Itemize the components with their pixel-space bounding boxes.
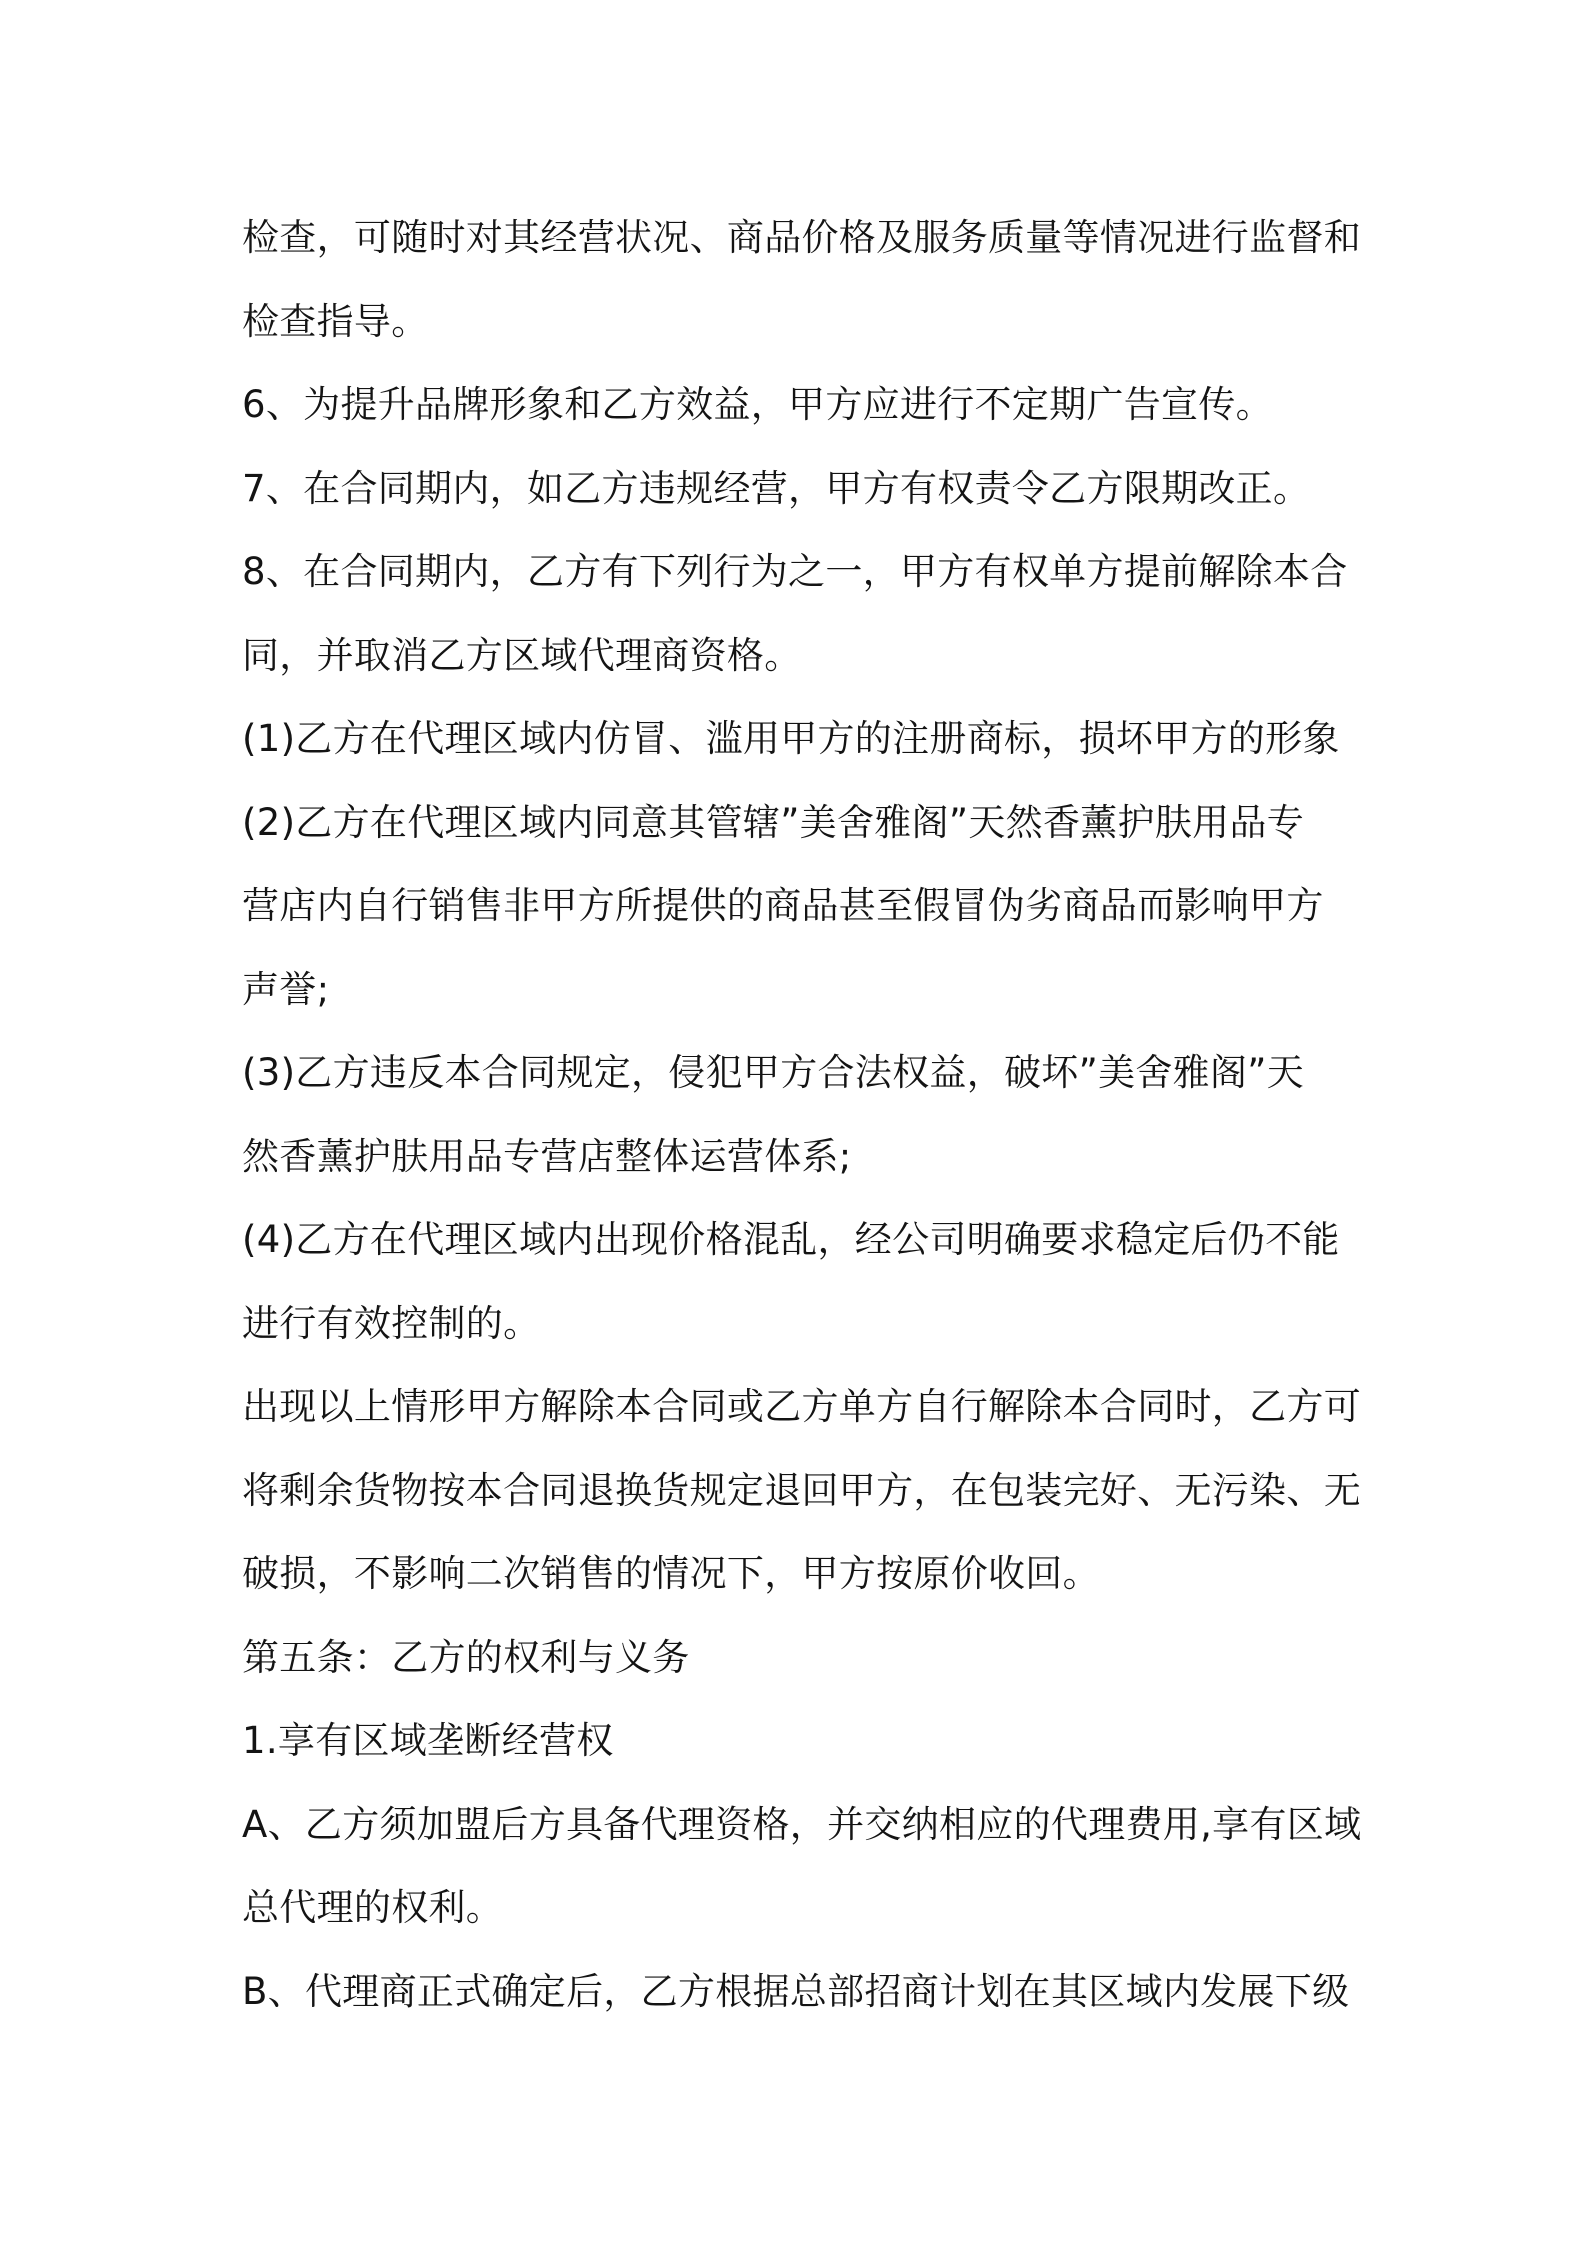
text-line: 声誉; [242,967,330,1011]
text-line: 检查指导。 [242,299,429,343]
text-line: 1.享有区域垄断经营权 [242,1719,614,1762]
text-line: (1)乙方在代理区域内仿冒、滥用甲方的注册商标，损坏甲方的形象 [242,717,1340,760]
text-line: 7、在合同期内，如乙方违规经营，甲方有权责令乙方限期改正。 [242,466,1311,510]
text-line: 出现以上情形甲方解除本合同或乙方单方自行解除本合同时，乙方可 [242,1385,1361,1428]
text-line: (2)乙方在代理区域内同意其管辖”美舍雅阁”天然香薰护肤用品专 [242,800,1305,844]
text-line: 然香薰护肤用品专营店整体运营体系; [242,1134,852,1178]
text-line: 破损，不影响二次销售的情况下，甲方按原价收回。 [242,1552,1100,1595]
text-line: 同，并取消乙方区域代理商资格。 [242,633,802,677]
section-heading: 第五条：乙方的权利与义务 [242,1635,690,1679]
document-body [242,196,1362,2033]
text-line: 营店内自行销售非甲方所提供的商品甚至假冒伪劣商品而影响甲方 [242,884,1324,927]
text-line: 总代理的权利。 [242,1886,504,1929]
text-line: 6、为提升品牌形象和乙方效益，甲方应进行不定期广告宣传。 [242,383,1273,426]
text-line: B、代理商正式确定后，乙方根据总部招商计划在其区域内发展下级 [242,1969,1350,2013]
text-line: 检查，可随时对其经营状况、商品价格及服务质量等情况进行监督和 [242,216,1361,259]
text-line: A、乙方须加盟后方具备代理资格，并交纳相应的代理费用,享有区域 [242,1802,1362,1846]
text-line: 8、在合同期内，乙方有下列行为之一，甲方有权单方提前解除本合 [242,550,1348,593]
text-line: (3)乙方违反本合同规定，侵犯甲方合法权益，破坏”美舍雅阁”天 [242,1051,1305,1094]
text-line: 进行有效控制的。 [242,1301,541,1345]
text-line: 将剩余货物按本合同退换货规定退回甲方，在包装完好、无污染、无 [242,1468,1361,1512]
text-line: (4)乙方在代理区域内出现价格混乱，经公司明确要求稳定后仍不能 [242,1218,1340,1261]
